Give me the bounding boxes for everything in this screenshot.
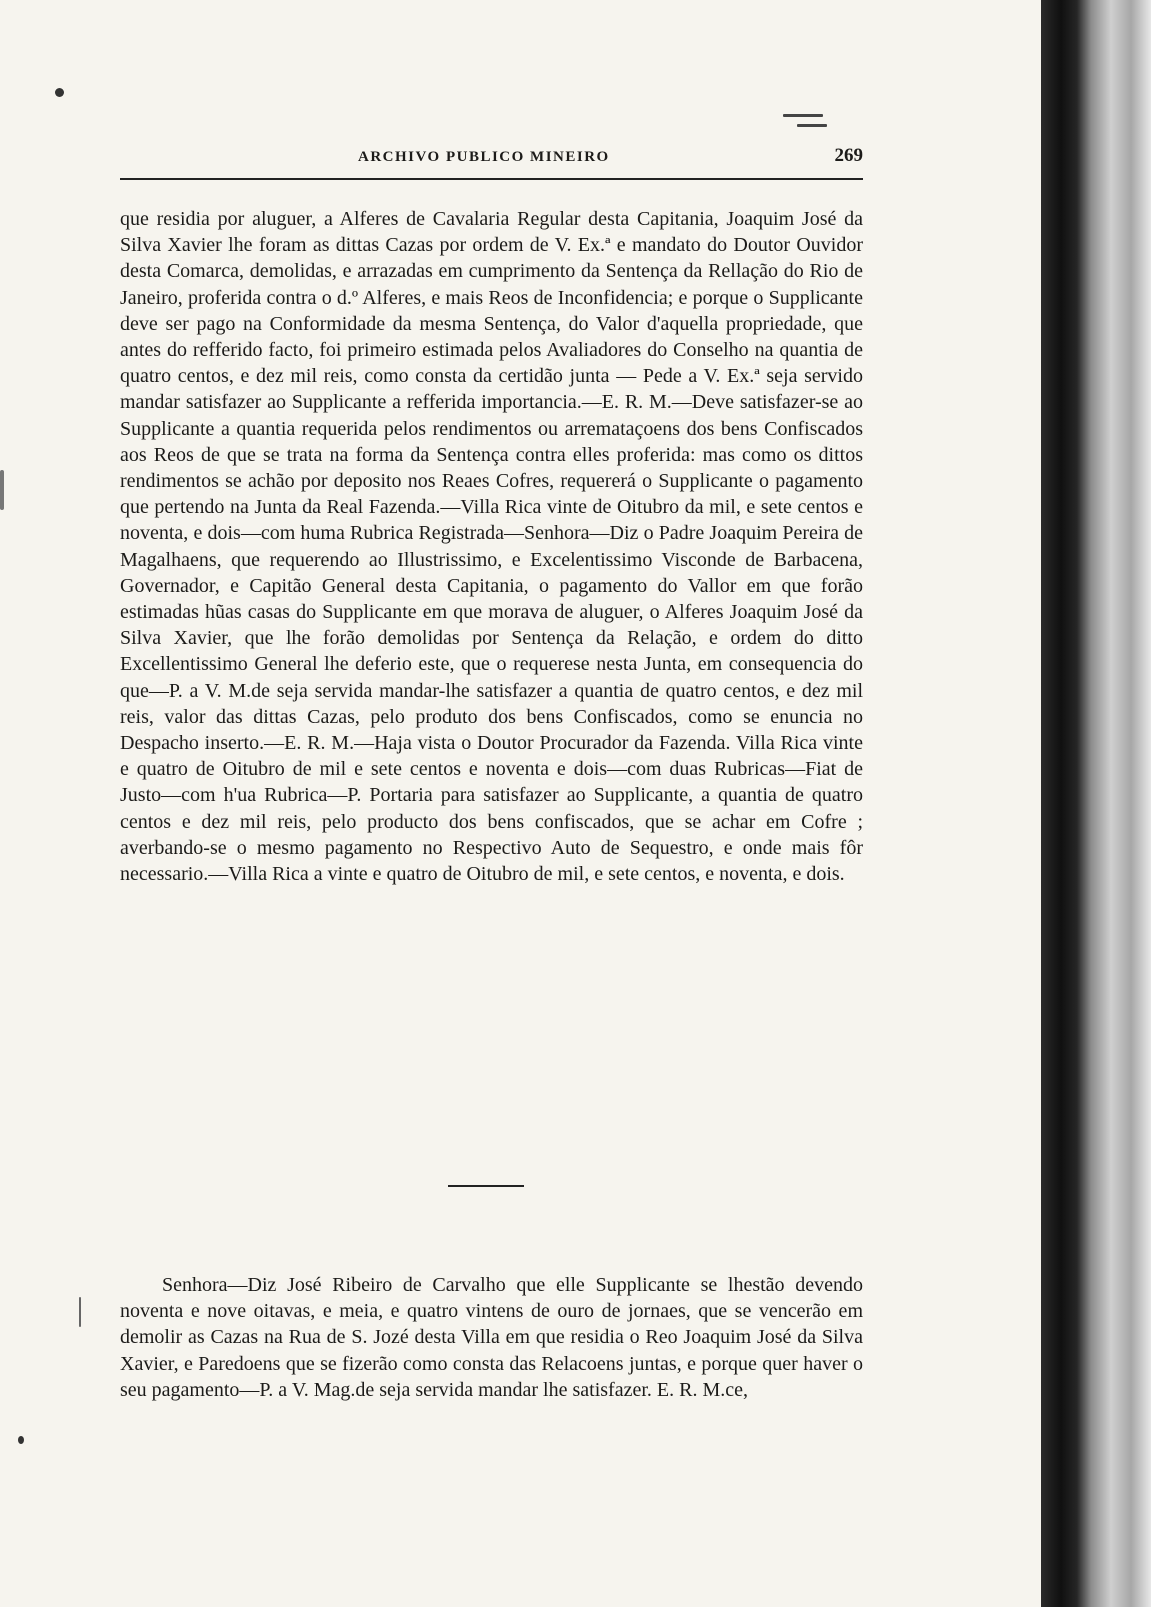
ink-speck xyxy=(55,88,64,97)
body-paragraph: Senhora—Diz José Ribeiro de Carvalho que elle Supplicante se lhestão devendo noventa e nove oitavas, e meia, e quatro vintens de ouro de jornaes, que se vencerão em demolir as Cazas na Rua de S. Jozé desta Villa em que residia o Reo Joaquim José da Silva Xavier, e Paredoens que se fizerão como consta das Relacoens juntas, e porque quer haver o seu pagamento—P. a V. Mag.de seja servida mandar lhe satisfazer. E. R. M.ce, xyxy=(120,1274,863,1401)
running-title: ARCHIVO PUBLICO MINEIRO xyxy=(358,149,610,165)
ink-speck xyxy=(797,124,827,127)
page-number: 269 xyxy=(834,145,863,166)
body-paragraph: que residia por aluguer, a Alferes de Cavalaria Regular desta Capitania, Joaquim José da Silva Xavier lhe foram as dittas Cazas por ordem de V. Ex.ª e mandato do Doutor Ouvidor desta Comarca, demolidas, e arrazadas em cumprimento da Sentença da Rellação do Rio de Janeiro, proferida contra o d.º Alferes, e mais Reos de Inconfidencia; e porque o Supplicante deve ser pago na Conformidade da mesma Sentença, do Valor d'aquella propriedade, que antes do refferido facto, foi primeiro estimada pelos Avaliadores do Conselho na quantia de quatro centos, e dez mil reis, como consta da certidão junta — Pede a V. Ex.ª seja servido mandar satisfazer ao Supplicante a refferida importancia.—E. R. M.—Deve satisfazer-se ao Supplicante a quantia requerida pelos rendimentos ou arremataçoens dos bens Confiscados aos Reos de que se trata na forma da Sentença contra elles proferida: mas como os dittos rendimentos se achão por deposito nos Reaes Cofres, requererá o Supplicante o pagamento que pertendo na Junta da Real Fazenda.—Villa Rica vinte de Oitubro da mil, e sete centos e noventa, e dois—com huma Rubrica Registrada—Senhora—Diz o Padre Joaquim Pereira de Magalhaens, que requerendo ao Illustrissimo, e Excelentissimo Visconde de Barbacena, Governador, e Capitão General desta Capitania, o pagamento do Vallor em que forão estimadas hũas casas do Supplicante em que morava de aluguer, o Alferes Joaquim José da Silva Xavier, que lhe forão demolidas por Sentença da Relação, e ordem do ditto Excellentissimo General lhe deferio este, que o requerese nesta Junta, em consequencia do que—P. a V. M.de seja servida mandar-lhe satisfazer a quantia de quatro centos, e dez mil reis, valor das dittas Cazas, pelo produto dos bens Confiscados, como se enuncia no Despacho inserto.—E. R. M.—Haja vista o Doutor Procurador da Fazenda. Villa Rica vinte e quatro de Oitubro de mil e sete centos e noventa e dois—com duas Rubricas—Fiat de Justo—com h'ua Rubrica—P. Portaria para satisfazer ao Supplicante, a quantia de quatro centos e dez mil reis, pelo producto dos bens confiscados, que se achar em Cofre ; averbando-se o mesmo pagamento no Respectivo Auto de Sequestro, e onde mais fôr necessario.—Villa Rica a vinte e quatro de Oitubro de mil, e sete centos, e noventa, e dois. xyxy=(120,208,863,886)
section-separator xyxy=(448,1185,524,1187)
page-header xyxy=(120,143,863,173)
header-rule xyxy=(120,178,863,180)
ink-speck xyxy=(783,114,823,117)
ink-speck xyxy=(0,470,4,510)
book-binding-edge xyxy=(1041,0,1151,1607)
ink-speck xyxy=(18,1436,24,1444)
ink-speck xyxy=(79,1297,81,1327)
